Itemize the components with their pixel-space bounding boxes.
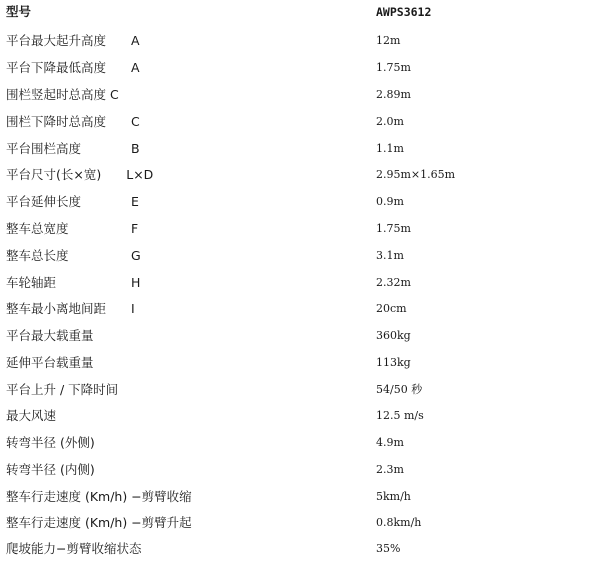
spec-value: 54/50 秒 (376, 383, 423, 396)
spec-value: 4.9m (376, 436, 404, 449)
spec-label: 延伸平台载重量 (6, 355, 94, 370)
spec-value: 35% (376, 542, 401, 555)
spec-label: 整车最小离地间距 I (6, 301, 135, 316)
spec-value: 12m (376, 34, 401, 47)
spec-row (0, 244, 600, 271)
spec-value: 1.75m (376, 61, 411, 74)
spec-row (0, 431, 600, 458)
spec-label: 平台尺寸(长×宽) L×D (6, 167, 154, 182)
spec-label: 最大风速 (6, 408, 57, 423)
spec-header-label: 型号 (6, 4, 32, 19)
spec-label: 整车总长度 G (6, 248, 141, 263)
spec-label: 车轮轴距 H (6, 275, 141, 290)
spec-label: 平台下降最低高度 A (6, 60, 140, 75)
spec-value: 20cm (376, 302, 407, 315)
spec-label: 转弯半径 (外侧) (6, 435, 95, 450)
spec-label: 平台最大载重量 (6, 328, 94, 343)
spec-label: 围栏竖起时总高度 C (6, 87, 119, 102)
spec-row (0, 163, 600, 190)
spec-row (0, 351, 600, 378)
spec-row (0, 190, 600, 217)
spec-row (0, 297, 600, 324)
spec-row (0, 537, 600, 564)
spec-header-row (0, 0, 600, 27)
spec-row (0, 110, 600, 137)
spec-row (0, 83, 600, 110)
spec-label: 平台最大起升高度 A (6, 33, 140, 48)
spec-label: 整车总宽度 F (6, 221, 139, 236)
spec-row (0, 485, 600, 512)
spec-row (0, 137, 600, 164)
spec-value: 0.8km/h (376, 516, 422, 529)
spec-label: 整车行走速度 (Km/h) −剪臂升起 (6, 515, 192, 530)
spec-label: 转弯半径 (内侧) (6, 462, 95, 477)
spec-row (0, 511, 600, 538)
spec-value: 2.0m (376, 115, 404, 128)
spec-value: 113kg (376, 356, 411, 369)
spec-row (0, 217, 600, 244)
spec-value: 3.1m (376, 249, 404, 262)
spec-header-value: AWPS3612 (376, 5, 432, 19)
spec-value: 1.1m (376, 142, 404, 155)
spec-row (0, 29, 600, 56)
spec-value: 2.95m×1.65m (376, 168, 456, 181)
spec-label: 整车行走速度 (Km/h) −剪臂收缩 (6, 489, 192, 504)
spec-value: 360kg (376, 329, 411, 342)
spec-value: 2.3m (376, 463, 404, 476)
spec-label: 平台围栏高度 B (6, 141, 140, 156)
spec-row (0, 56, 600, 83)
spec-value: 2.89m (376, 88, 411, 101)
spec-row (0, 378, 600, 405)
spec-row (0, 324, 600, 351)
spec-value: 5km/h (376, 490, 411, 503)
spec-row (0, 458, 600, 485)
spec-label: 平台上升 / 下降时间 (6, 382, 119, 397)
spec-value: 0.9m (376, 195, 404, 208)
spec-label: 围栏下降时总高度 C (6, 114, 140, 129)
spec-value: 1.75m (376, 222, 411, 235)
spec-value: 12.5 m/s (376, 409, 424, 422)
spec-label: 爬坡能力−剪臂收缩状态 (6, 541, 142, 556)
spec-label: 平台延伸长度 E (6, 194, 139, 209)
spec-row (0, 404, 600, 431)
spec-row (0, 271, 600, 298)
spec-value: 2.32m (376, 276, 411, 289)
